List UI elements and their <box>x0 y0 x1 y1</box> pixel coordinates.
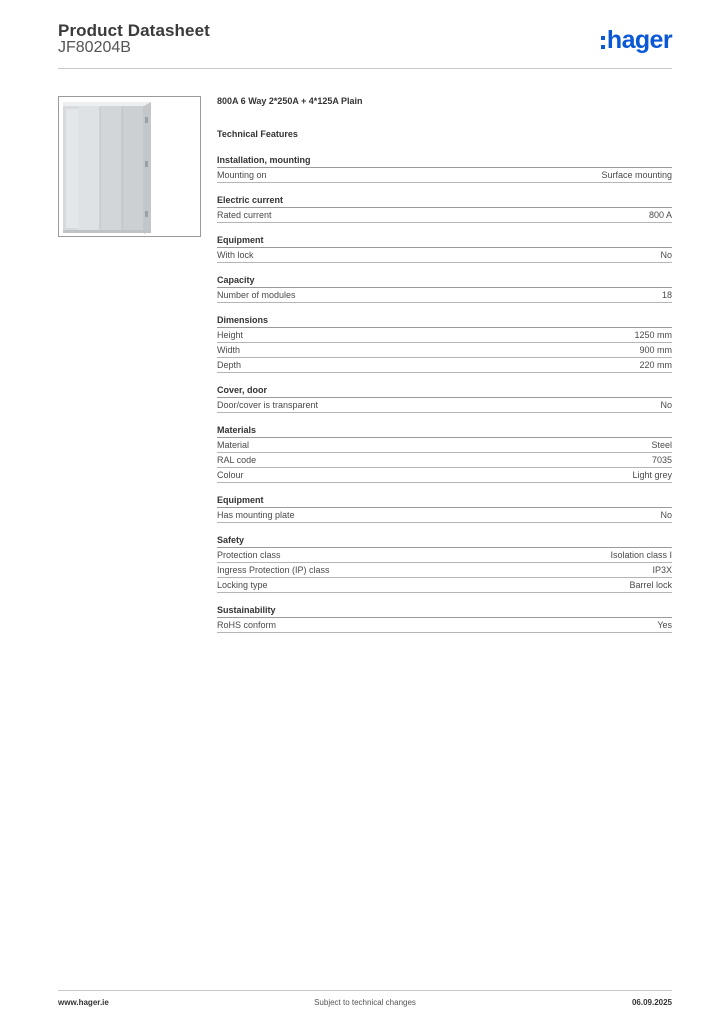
feature-label: Colour <box>217 470 244 480</box>
feature-label: Height <box>217 330 244 340</box>
feature-group-title: Equipment <box>217 235 672 248</box>
distribution-board-icon <box>59 97 200 236</box>
feature-label: With lock <box>217 250 254 260</box>
feature-group <box>217 315 672 373</box>
feature-row <box>217 168 672 183</box>
feature-group <box>217 385 672 413</box>
feature-group-title: Dimensions <box>217 315 672 328</box>
feature-label: Locking type <box>217 580 268 590</box>
feature-row <box>217 288 672 303</box>
feature-group <box>217 535 672 593</box>
feature-label: Material <box>217 440 250 450</box>
feature-group <box>217 235 672 263</box>
feature-group-title: Materials <box>217 425 672 438</box>
feature-row <box>217 578 672 593</box>
feature-group <box>217 425 672 483</box>
feature-value: Surface mounting <box>601 170 672 180</box>
feature-group <box>217 275 672 303</box>
distribution-board-image <box>58 96 201 237</box>
feature-group-title: Equipment <box>217 495 672 508</box>
feature-value: No <box>660 250 672 260</box>
feature-row <box>217 563 672 578</box>
logo-wordmark: hager <box>606 25 672 54</box>
datasheet-content <box>217 96 672 633</box>
feature-group-title: Installation, mounting <box>217 155 672 168</box>
feature-group <box>217 195 672 223</box>
feature-value: 7035 <box>651 455 672 465</box>
feature-value: No <box>660 510 672 520</box>
technical-features-heading: Technical Features <box>217 129 298 139</box>
feature-row <box>217 508 672 523</box>
feature-row <box>217 548 672 563</box>
feature-label: Has mounting plate <box>217 510 295 520</box>
product-description: 800A 6 Way 2*250A + 4*125A Plain <box>217 96 363 106</box>
feature-row <box>217 398 672 413</box>
footer-note: Subject to technical changes <box>314 998 416 1007</box>
feature-row <box>217 358 672 373</box>
feature-row <box>217 343 672 358</box>
document-title: Product Datasheet <box>58 21 210 40</box>
product-code: JF80204B <box>58 39 131 56</box>
feature-group-title: Electric current <box>217 195 672 208</box>
feature-row <box>217 468 672 483</box>
footer-website-link[interactable]: www.hager.ie <box>58 998 109 1007</box>
feature-group <box>217 605 672 633</box>
feature-group-title: Safety <box>217 535 672 548</box>
feature-value: 1250 mm <box>634 330 672 340</box>
feature-value: 900 mm <box>639 345 672 355</box>
feature-label: Number of modules <box>217 290 296 300</box>
footer-divider <box>58 990 672 991</box>
header-divider <box>58 68 672 69</box>
feature-label: RoHS conform <box>217 620 277 630</box>
footer-date: 06.09.2025 <box>631 998 672 1007</box>
feature-label: Rated current <box>217 210 272 220</box>
feature-group-title: Capacity <box>217 275 672 288</box>
feature-row <box>217 618 672 633</box>
feature-group-title: Sustainability <box>217 605 672 618</box>
feature-value: Barrel lock <box>629 580 672 590</box>
feature-value: 800 A <box>648 210 672 220</box>
feature-label: Mounting on <box>217 170 267 180</box>
feature-group <box>217 155 672 183</box>
feature-label: RAL code <box>217 455 257 465</box>
feature-row <box>217 328 672 343</box>
feature-value: Yes <box>657 620 672 630</box>
feature-row <box>217 453 672 468</box>
feature-group <box>217 495 672 523</box>
feature-group-title: Cover, door <box>217 385 672 398</box>
feature-value: 18 <box>661 290 672 300</box>
feature-label: Depth <box>217 360 242 370</box>
feature-row <box>217 208 672 223</box>
feature-label: Ingress Protection (IP) class <box>217 565 330 575</box>
feature-label: Width <box>217 345 241 355</box>
feature-label: Door/cover is transparent <box>217 400 319 410</box>
logo-dots-icon <box>601 36 605 49</box>
feature-groups <box>217 155 672 633</box>
feature-label: Protection class <box>217 550 281 560</box>
feature-value: No <box>660 400 672 410</box>
feature-value: 220 mm <box>639 360 672 370</box>
page-header <box>58 20 672 70</box>
feature-value: Light grey <box>632 470 672 480</box>
feature-value: Isolation class I <box>610 550 672 560</box>
feature-value: IP3X <box>652 565 672 575</box>
hager-logo <box>601 26 672 54</box>
page-footer <box>58 998 672 1012</box>
feature-row <box>217 438 672 453</box>
feature-row <box>217 248 672 263</box>
feature-value: Steel <box>651 440 672 450</box>
